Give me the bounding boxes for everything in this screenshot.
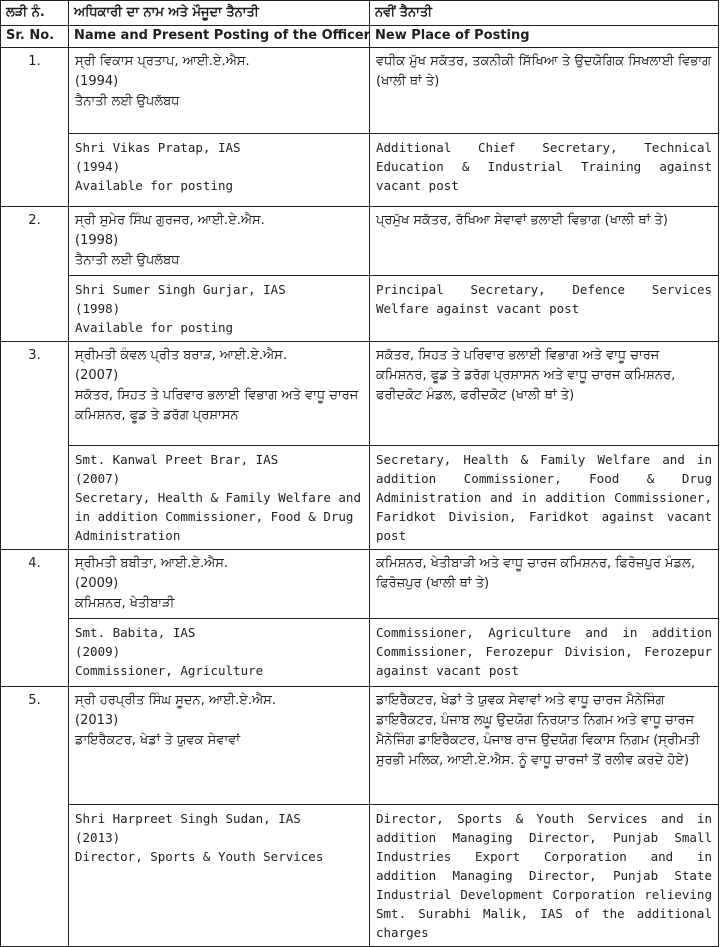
officer-batch-pa: (2013) [75, 713, 119, 728]
officer-punjabi [69, 207, 370, 276]
header-new-pa: ਨਵੀਂ ਤੈਨਾਤੀ [370, 1, 719, 26]
officer-batch-en: (1998) [75, 301, 121, 316]
present-posting-en: Director, Sports & Youth Services [75, 849, 324, 864]
officer-batch-pa: (2007) [75, 368, 119, 383]
header-row-punjabi [1, 1, 719, 26]
officer-batch-pa: (2009) [75, 576, 119, 591]
officer-name-en: Shri Vikas Pratap, IAS [75, 140, 241, 155]
sr-number: 4. [1, 550, 69, 687]
new-posting-en: Additional Chief Secretary, Technical Education & Industrial Training against vacant post [370, 134, 719, 207]
present-posting-pa: ਤੈਨਾਤੀ ਲਈ ਉਪਲੱਬਧ [75, 94, 180, 109]
officer-name-pa: ਸ੍ਰੀ ਹਰਪ੍ਰੀਤ ਸਿੰਘ ਸੂਦਨ, ਆਈ.ਏ.ਐਸ. [75, 693, 276, 708]
sr-number: 2. [1, 207, 69, 342]
present-posting-en: Commissioner, Agriculture [75, 663, 264, 678]
officer-name-pa: ਸ੍ਰੀ ਸੁਮੇਰ ਸਿੰਘ ਗੁਰਜਰ, ਆਈ.ਏ.ਐਸ. [75, 213, 265, 228]
officer-name-pa: ਸ੍ਰੀਮਤੀ ਬਬੀਤਾ, ਆਈ.ਏ.ਐਸ. [75, 556, 229, 571]
present-posting-pa: ਸਕੱਤਰ, ਸਿਹਤ ਤੇ ਪਰਿਵਾਰ ਭਲਾਈ ਵਿਭਾਗ ਅਤੇ ਵਾਧੂ ਚਾਰਜ ਕਮਿਸ਼ਨਰ, ਫੂਡ ਤੇ ਡਰੱਗ ਪ੍ਰਸ਼ਾਸਨ [75, 388, 359, 423]
new-posting-pa: ਡਾਇਰੈਕਟਰ, ਖੇਡਾਂ ਤੇ ਯੁਵਕ ਸੇਵਾਵਾਂ ਅਤੇ ਵਾਧੂ ਚਾਰਜ ਮੈਨੇਜਿੰਗ ਡਾਇਰੈਕਟਰ, ਪੰਜਾਬ ਲਘੂ ਉਦਯੋਗ ਨਿਰਯਾਤ ਨਿਗਮ ਅਤੇ ਵਾਧੂ ਚਾਰਜ ਮੈਨੇਜਿੰਗ ਡਾਇਰੈਕਟਰ, ਪੰਜਾਬ ਰਾਜ ਉਦਯੋਗ ਵਿਕਾਸ ਨਿਗਮ (ਸ੍ਰੀਮਤੀ ਸੁਰਭੀ ਮਲਿਕ, ਆਈ.ਏ.ਐਸ. ਨੂੰ ਵਾਧੂ ਚਾਰਜਾਂ ਤੋਂ ਰਲੀਵ ਕਰਦੇ ਹੋਏ) [370, 687, 719, 805]
officer-english [69, 805, 370, 947]
table-row-english [1, 276, 719, 342]
officer-punjabi [69, 342, 370, 446]
table-row-english [1, 446, 719, 550]
table-row-punjabi [1, 342, 719, 446]
present-posting-en: Secretary, Health & Family Welfare and in addition Commissioner, Food & Drug Administration [75, 490, 361, 543]
officer-punjabi [69, 687, 370, 805]
new-posting-pa: ਵਧੀਕ ਮੁੱਖ ਸਕੱਤਰ, ਤਕਨੀਕੀ ਸਿੱਖਿਆ ਤੇ ਉਦਯੋਗਿਕ ਸਿਖਲਾਈ ਵਿਭਾਗ (ਖਾਲੀ ਥਾਂ ਤੇ) [370, 48, 719, 134]
officer-english [69, 446, 370, 550]
table-row-english [1, 619, 719, 687]
officer-english [69, 134, 370, 207]
table-row-english [1, 134, 719, 207]
officer-name-en: Smt. Babita, IAS [75, 625, 196, 640]
officer-name-pa: ਸ੍ਰੀ ਵਿਕਾਸ ਪ੍ਰਤਾਪ, ਆਈ.ਏ.ਐਸ. [75, 54, 250, 69]
header-new-en: New Place of Posting [370, 26, 719, 48]
new-posting-pa: ਸਕੱਤਰ, ਸਿਹਤ ਤੇ ਪਰਿਵਾਰ ਭਲਾਈ ਵਿਭਾਗ ਅਤੇ ਵਾਧੂ ਚਾਰਜ ਕਮਿਸ਼ਨਰ, ਫੂਡ ਤੇ ਡਰੱਗ ਪ੍ਰਸ਼ਾਸਨ ਅਤੇ ਵਾਧੂ ਚਾਰਜ ਕਮਿਸ਼ਨਰ, ਫਰੀਦਕੋਟ ਮੰਡਲ, ਫਰੀਦਕੋਟ (ਖਾਲੀ ਥਾਂ ਤੇ) [370, 342, 719, 446]
header-sr-en: Sr. No. [1, 26, 69, 48]
officer-name-en: Smt. Kanwal Preet Brar, IAS [75, 452, 279, 467]
new-posting-en: Commissioner, Agriculture and in addition Commissioner, Ferozepur Division, Ferozepur against vacant post [370, 619, 719, 687]
officer-batch-en: (1994) [75, 159, 121, 174]
present-posting-pa: ਕਮਿਸ਼ਨਰ, ਖੇਤੀਬਾੜੀ [75, 596, 175, 611]
new-posting-en: Secretary, Health & Family Welfare and in addition Commissioner, Food & Drug Administration and in addition Commissioner, Faridkot Division, Faridkot against vacant post [370, 446, 719, 550]
officer-english [69, 619, 370, 687]
table-row-punjabi [1, 687, 719, 805]
present-posting-pa: ਤੈਨਾਤੀ ਲਈ ਉਪਲੱਬਧ [75, 253, 180, 268]
header-name-pa: ਅਧਿਕਾਰੀ ਦਾ ਨਾਮ ਅਤੇ ਮੌਜੂਦਾ ਤੈਨਾਤੀ [69, 1, 370, 26]
officer-name-pa: ਸ੍ਰੀਮਤੀ ਕੰਵਲ ਪ੍ਰੀਤ ਬਰਾੜ, ਆਈ.ਏ.ਐਸ. [75, 348, 287, 363]
officer-batch-en: (2009) [75, 644, 121, 659]
officer-name-en: Shri Harpreet Singh Sudan, IAS [75, 811, 301, 826]
table-row-english [1, 805, 719, 947]
sr-number: 5. [1, 687, 69, 947]
new-posting-pa: ਕਮਿਸ਼ਨਰ, ਖੇਤੀਬਾੜੀ ਅਤੇ ਵਾਧੂ ਚਾਰਜ ਕਮਿਸ਼ਨਰ, ਫਿਰੋਜ਼ਪੁਰ ਮੰਡਲ, ਫਿਰੋਜ਼ਪੁਰ (ਖਾਲੀ ਥਾਂ ਤੇ) [370, 550, 719, 619]
sr-number: 3. [1, 342, 69, 550]
present-posting-en: Available for posting [75, 178, 234, 193]
officer-batch-en: (2007) [75, 471, 121, 486]
officer-punjabi [69, 550, 370, 619]
officer-punjabi [69, 48, 370, 134]
present-posting-pa: ਡਾਇਰੈਕਟਰ, ਖੇਡਾਂ ਤੇ ਯੁਵਕ ਸੇਵਾਵਾਂ [75, 733, 241, 748]
officer-batch-pa: (1994) [75, 74, 119, 89]
officer-name-en: Shri Sumer Singh Gurjar, IAS [75, 282, 286, 297]
officer-english [69, 276, 370, 342]
header-row-english [1, 26, 719, 48]
header-name-en: Name and Present Posting of the Officer [69, 26, 370, 48]
present-posting-en: Available for posting [75, 320, 234, 335]
officer-batch-en: (2013) [75, 830, 121, 845]
officer-batch-pa: (1998) [75, 233, 119, 248]
header-sr-pa: ਲੜੀ ਨੰ. [1, 1, 69, 26]
new-posting-en: Principal Secretary, Defence Services Welfare against vacant post [370, 276, 719, 342]
table-row-punjabi [1, 207, 719, 276]
new-posting-en: Director, Sports & Youth Services and in addition Managing Director, Punjab Small Industries Export Corporation and in addition Managing Director, Punjab State Industrial Development Corporation relieving Smt. Surabhi Malik, IAS of the additional charges [370, 805, 719, 947]
new-posting-pa: ਪ੍ਰਮੁੱਖ ਸਕੱਤਰ, ਰੱਖਿਆ ਸੇਵਾਵਾਂ ਭਲਾਈ ਵਿਭਾਗ (ਖਾਲੀ ਥਾਂ ਤੇ) [370, 207, 719, 276]
sr-number: 1. [1, 48, 69, 207]
table-row-punjabi [1, 48, 719, 134]
table-row-punjabi [1, 550, 719, 619]
